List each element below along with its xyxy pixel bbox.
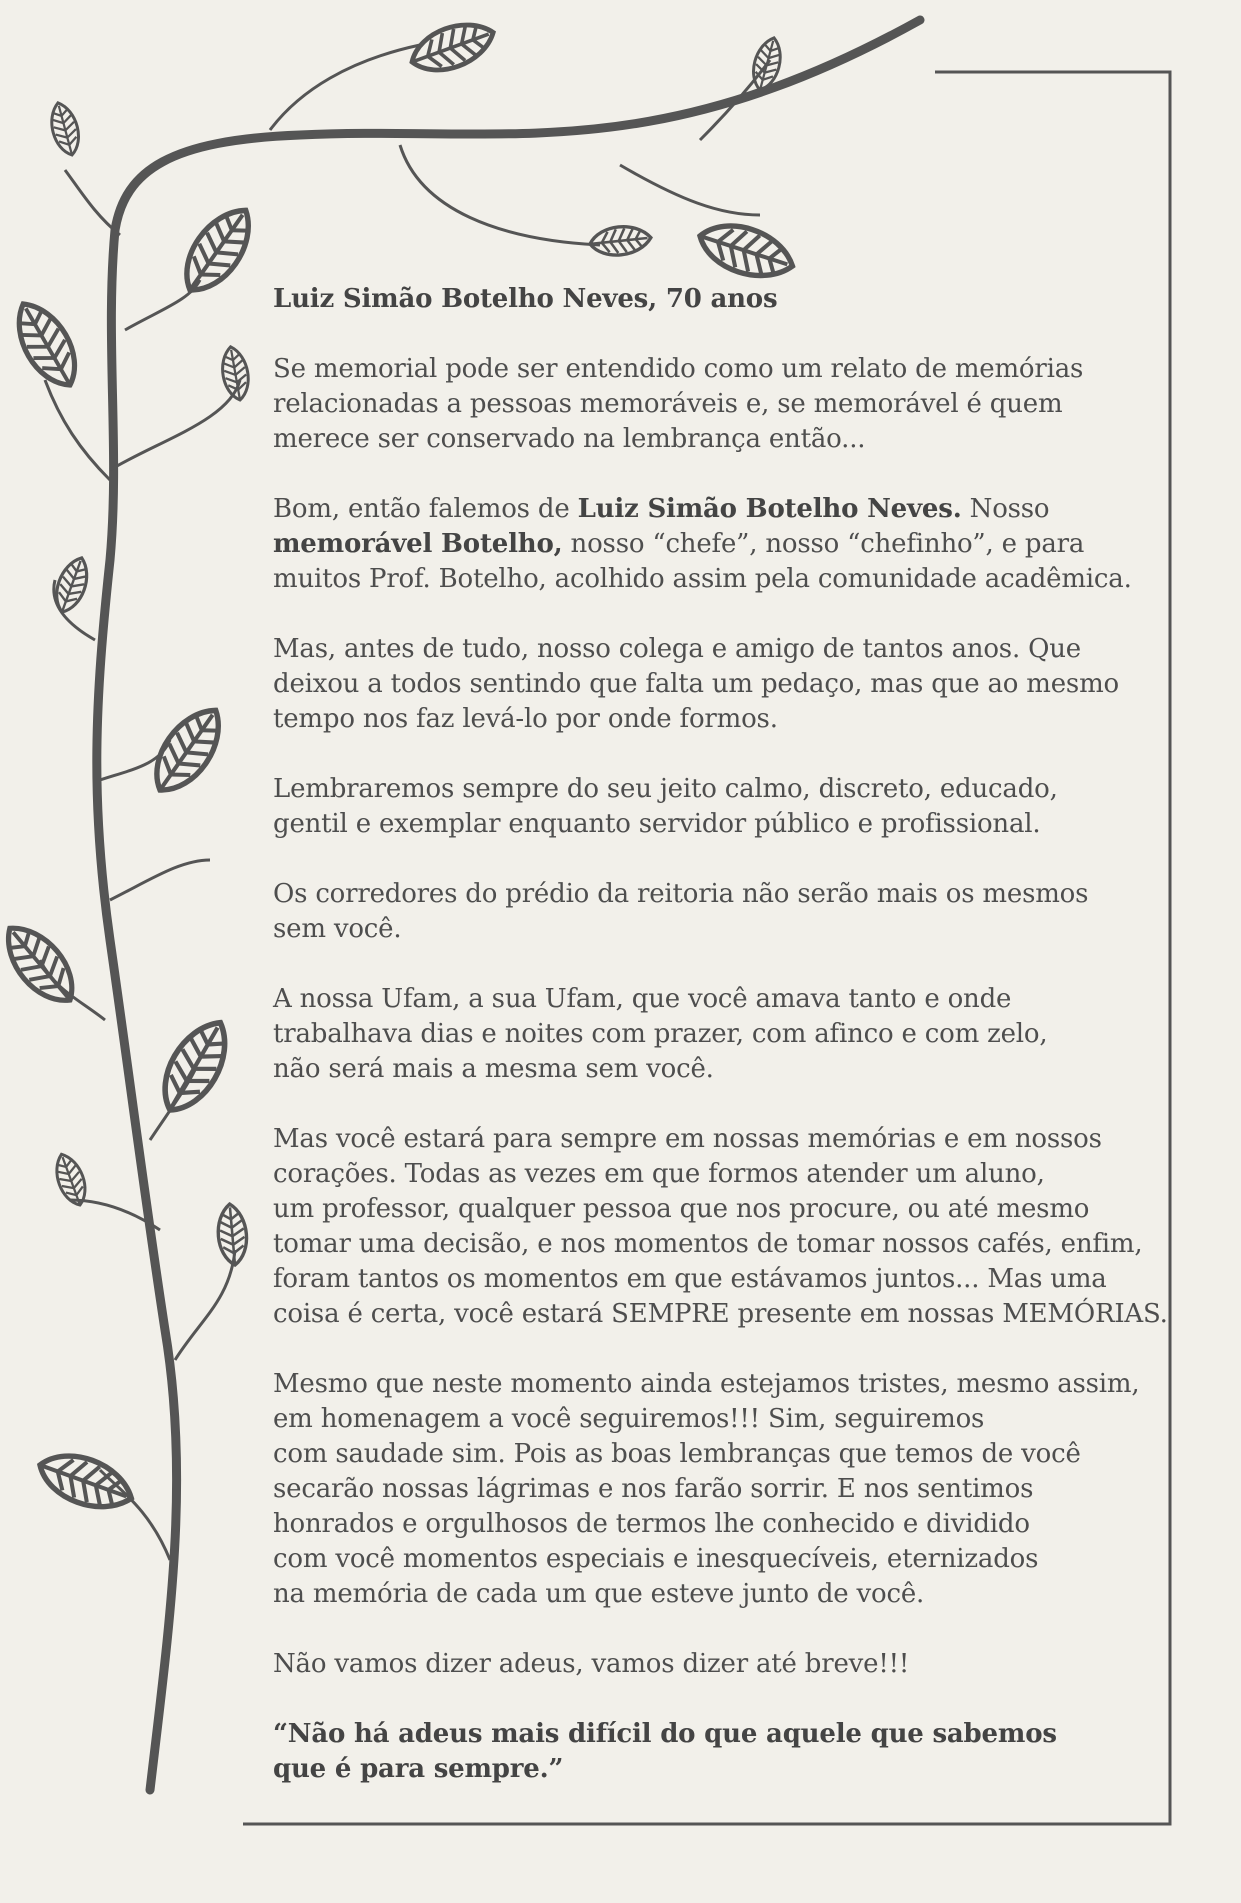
paragraph-3: Mas, antes de tudo, nosso colega e amigo de tantos anos. Que deixou a todos sentindo que falta um pedaço, mas que ao mesmo tempo nos faz levá-lo por onde formos. bbox=[273, 634, 1119, 734]
paragraph-9: Não vamos dizer adeus, vamos dizer até breve!!! bbox=[273, 1649, 910, 1679]
memorial-title: Luiz Simão Botelho Neves, 70 anos bbox=[273, 284, 778, 314]
leaf-icon bbox=[172, 198, 264, 303]
closing-quote: “Não há adeus mais difícil do que aquele que sabemos que é para sempre.” bbox=[273, 1719, 1057, 1784]
paragraph-5: Os corredores do prédio da reitoria não serão mais os mesmos sem você. bbox=[273, 879, 1089, 944]
leaf-icon bbox=[46, 100, 84, 159]
leaf-icon bbox=[405, 14, 500, 81]
paragraph-2: Bom, então falemos de Luiz Simão Botelho Neves. Nosso memorável Botelho, nosso “chefe”, nosso “chefinho”, e para muitos Prof. Botelho, acolhido assim pela comunidade acadêmica. bbox=[273, 494, 1132, 594]
paragraph-7: Mas você estará para sempre em nossas memórias e em nossos corações. Todas as vezes em que formos atender um aluno, um professor, qualquer pessoa que nos procure, ou até mesmo tomar uma decisão, e nos momentos de tomar nossos cafés, enfim, foram tantos os momentos em que estávamos juntos... Mas uma coisa é certa, você estará SEMPRE presente em nossas MEMÓRIAS. bbox=[273, 1124, 1168, 1329]
memorial-text bbox=[273, 282, 1173, 1787]
leaf-icon bbox=[693, 215, 799, 287]
leaf-icon bbox=[216, 1203, 249, 1266]
leaf-icon bbox=[50, 553, 95, 616]
leaf-icon bbox=[32, 1444, 139, 1519]
leaf-icon bbox=[142, 698, 234, 803]
paragraph-6: A nossa Ufam, a sua Ufam, que você amava tanto e onde trabalhava dias e noites com prazer, com afinco e com zelo, não será mais a mesma sem você. bbox=[273, 984, 1048, 1084]
leaf-icon bbox=[589, 224, 653, 258]
paragraph-8: Mesmo que neste momento ainda estejamos tristes, mesmo assim, em homenagem a você seguiremos!!! Sim, seguiremos com saudade sim. Pois as boas lembranças que temos de você secarão nossas lágrimas e nos farão sorrir. E nos sentimos honrados e orgulhosos de termos lhe conhecido e dividido com você momentos especiais e inesquecíveis, eternizados na memória de cada um que esteve junto de você. bbox=[273, 1369, 1140, 1609]
paragraph-1: Se memorial pode ser entendido como um relato de memórias relacionadas a pessoas memoráveis e, se memorável é quem merece ser conservado na lembrança então... bbox=[273, 354, 1084, 454]
paragraph-4: Lembraremos sempre do seu jeito calmo, discreto, educado, gentil e exemplar enquanto servidor público e profissional. bbox=[273, 774, 1058, 839]
leaf-icon bbox=[150, 1011, 240, 1121]
